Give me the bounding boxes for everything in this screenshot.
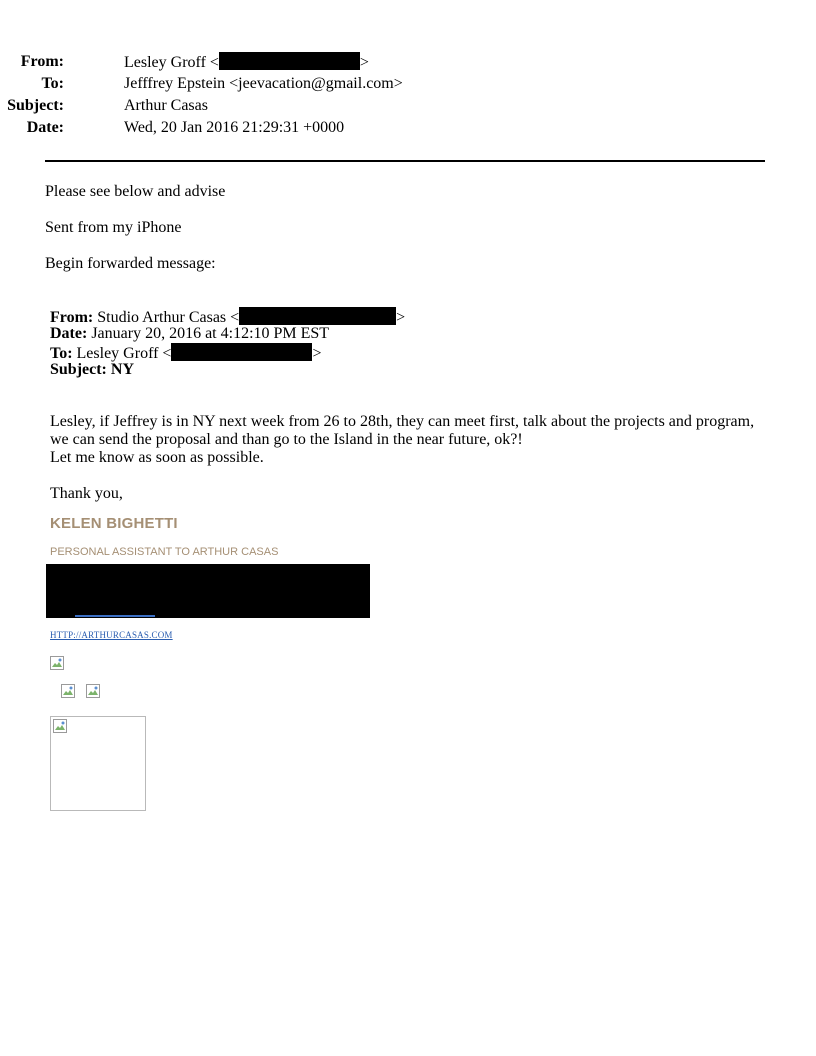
- fwd-body-line-1: Lesley, if Jeffrey is in NY next week from 26 to 28th, they can meet first, talk about the projects and program,: [50, 413, 755, 430]
- fwd-body-line-2: we can send the proposal and than go to the Island in the near future, ok?!: [50, 431, 523, 448]
- redacted-email: [219, 52, 360, 70]
- subject-label: Subject:: [7, 97, 64, 114]
- fwd-subject-label: Subject:: [50, 361, 107, 378]
- body-line-advise: Please see below and advise: [45, 183, 226, 200]
- header-date-row: [0, 118, 760, 138]
- broken-image-icon: [50, 656, 64, 670]
- fwd-date-label: Date:: [50, 325, 88, 342]
- from-value: Lesley Groff < >: [124, 54, 369, 71]
- signature-title: PERSONAL ASSISTANT TO ARTHUR CASAS: [50, 546, 279, 558]
- website-link[interactable]: HTTP://ARTHURCASAS.COM: [50, 630, 173, 640]
- body-line-iphone: Sent from my iPhone: [45, 219, 182, 236]
- fwd-from-value: Studio Arthur Casas <: [97, 309, 240, 326]
- redacted-email: [239, 307, 396, 325]
- fwd-from-label: From:: [50, 309, 94, 326]
- header-subject-row: [0, 96, 760, 116]
- broken-image-icon: [86, 684, 100, 698]
- broken-image-frame: [50, 716, 146, 811]
- fwd-date-row: [50, 325, 329, 343]
- fwd-date-value: January 20, 2016 at 4:12:10 PM EST: [91, 325, 330, 342]
- signature-name: KELEN BIGHETTI: [50, 515, 178, 532]
- fwd-subject-value: NY: [110, 361, 134, 378]
- broken-image-icon: [53, 719, 67, 733]
- to-label: To:: [41, 75, 64, 92]
- redacted-contact-block: [46, 564, 370, 618]
- fwd-from-row: From: Studio Arthur Casas < >: [50, 309, 406, 326]
- fwd-subject-row: [50, 361, 134, 379]
- header-from-row: [0, 52, 760, 72]
- date-value: Wed, 20 Jan 2016 21:29:31 +0000: [124, 119, 345, 136]
- subject-value: Arthur Casas: [124, 97, 208, 114]
- redacted-link-remnant: [75, 615, 155, 617]
- header-divider: [45, 160, 765, 162]
- date-label: Date:: [26, 119, 64, 136]
- redacted-email: [171, 343, 312, 361]
- body-line-forwarded: Begin forwarded message:: [45, 255, 216, 272]
- fwd-to-value: Lesley Groff <: [76, 345, 172, 362]
- fwd-to-row: To: Lesley Groff < >: [50, 345, 322, 362]
- fwd-thanks: Thank you,: [50, 485, 123, 502]
- from-label: From:: [20, 53, 64, 70]
- header-to-row: [0, 74, 760, 94]
- fwd-to-label: To:: [50, 345, 73, 362]
- fwd-body-line-3: Let me know as soon as possible.: [50, 449, 264, 466]
- to-value: Jefffrey Epstein <jeevacation@gmail.com>: [124, 75, 403, 92]
- broken-image-icon: [61, 684, 75, 698]
